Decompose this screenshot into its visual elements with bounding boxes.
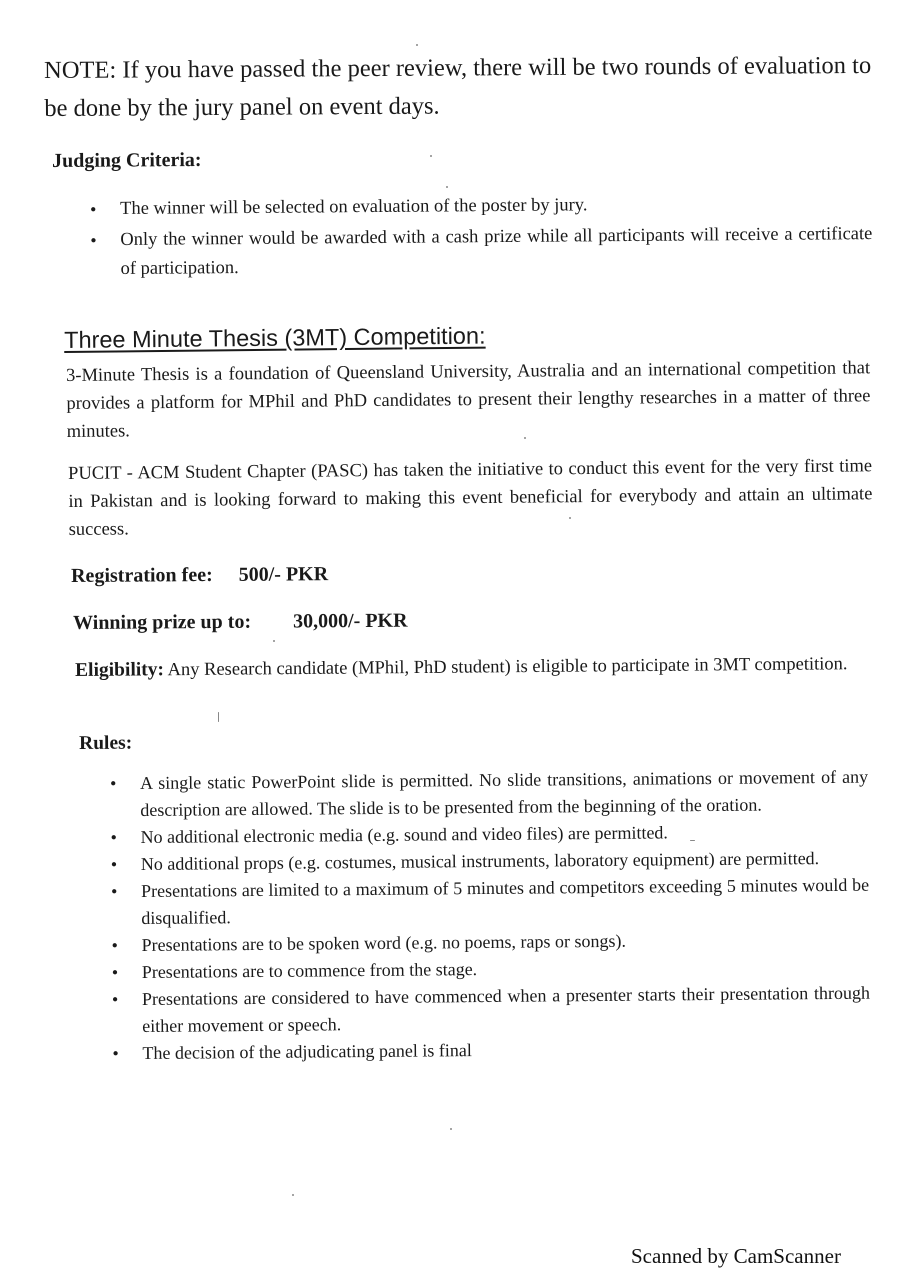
tmt-initiative-paragraph: PUCIT - ACM Student Chapter (PASC) has taken the initiative to conduct this event for the very first time in Pakistan and is looking forward to making this event beneficial for everybody and attain an ultimate success. (68, 456, 873, 540)
scan-speck (218, 712, 219, 722)
scan-speck (446, 186, 448, 188)
winning-prize-label: Winning prize up to: (73, 610, 252, 634)
bullet-icon: • (90, 199, 97, 220)
winning-prize (73, 610, 408, 635)
bullet-icon: • (110, 827, 117, 848)
scan-speck (569, 517, 571, 519)
judging-criteria-heading: Judging Criteria: (52, 148, 202, 172)
bullet-icon: • (110, 773, 117, 794)
bullet-icon: • (110, 854, 118, 875)
list-item (111, 980, 871, 1040)
list-item (110, 764, 869, 824)
scan-speck (450, 1128, 452, 1130)
bullet-icon: • (111, 935, 118, 956)
eligibility-label: Eligibility: (75, 659, 165, 681)
rule-text: No additional electronic media (e.g. sound and video files) are permitted. (140, 822, 668, 847)
list-item (112, 1034, 870, 1067)
winning-prize-value: 30,000/- PKR (292, 609, 408, 633)
rule-text: The decision of the adjudicating panel is final (142, 1040, 472, 1063)
judging-criteria-list (90, 189, 873, 286)
scan-speck (524, 437, 526, 439)
rule-text: Presentations are considered to have commenced when a presenter starts their presentation through either movement or speech. (141, 982, 871, 1036)
rule-text: Presentations are limited to a maximum of 5 minutes and competitors exceeding 5 minutes would be disqualified. (140, 874, 870, 928)
bullet-icon: • (110, 881, 118, 902)
judging-item-text: Only the winner would be awarded with a cash prize while all participants will receive a certificate of participation. (120, 224, 873, 279)
bullet-icon: • (90, 230, 97, 251)
list-item (90, 189, 872, 224)
registration-fee-value: 500/- PKR (238, 563, 329, 586)
rules-list (110, 764, 871, 1067)
scan-speck (430, 155, 432, 157)
scanner-watermark: Scanned by CamScanner (631, 1244, 841, 1268)
rules-heading: Rules: (79, 732, 133, 754)
eligibility-text: Any Research candidate (MPhil, PhD student) is eligible to participate in 3MT competition. (163, 654, 848, 681)
rule-text: No additional props (e.g. costumes, musical instruments, laboratory equipment) are permitted. (140, 848, 820, 874)
list-item (90, 220, 873, 284)
scan-speck (416, 44, 418, 46)
judging-item-text: The winner will be selected on evaluation of the poster by jury. (120, 195, 588, 219)
rule-text: Presentations are to commence from the stage. (141, 959, 478, 982)
note-paragraph: NOTE: If you have passed the peer review, there will be two rounds of evaluation to be done by the jury panel on event days. (44, 51, 872, 122)
bullet-icon: • (112, 1043, 119, 1064)
rule-text: A single static PowerPoint slide is permitted. No slide transitions, animations or movement of any description are allowed. The slide is to be presented from the beginning of the oration. (140, 766, 869, 820)
registration-fee-label: Registration fee: (71, 564, 213, 587)
scan-speck (690, 840, 695, 841)
bullet-icon: • (111, 962, 119, 983)
eligibility-paragraph (75, 649, 868, 686)
scan-speck (292, 1194, 294, 1196)
scan-speck (273, 640, 275, 642)
three-minute-thesis-heading: Three Minute Thesis (3MT) Competition: (64, 322, 486, 353)
registration-fee (71, 563, 328, 588)
list-item (110, 872, 870, 932)
bullet-icon: • (111, 989, 119, 1010)
tmt-intro-paragraph: 3-Minute Thesis is a foundation of Queensland University, Australia and an international competition that provides a platform for MPhil and PhD candidates to present their lengthy researches in a matter of three minutes. (66, 358, 871, 442)
rule-text: Presentations are to be spoken word (e.g. no poems, raps or songs). (141, 930, 627, 955)
